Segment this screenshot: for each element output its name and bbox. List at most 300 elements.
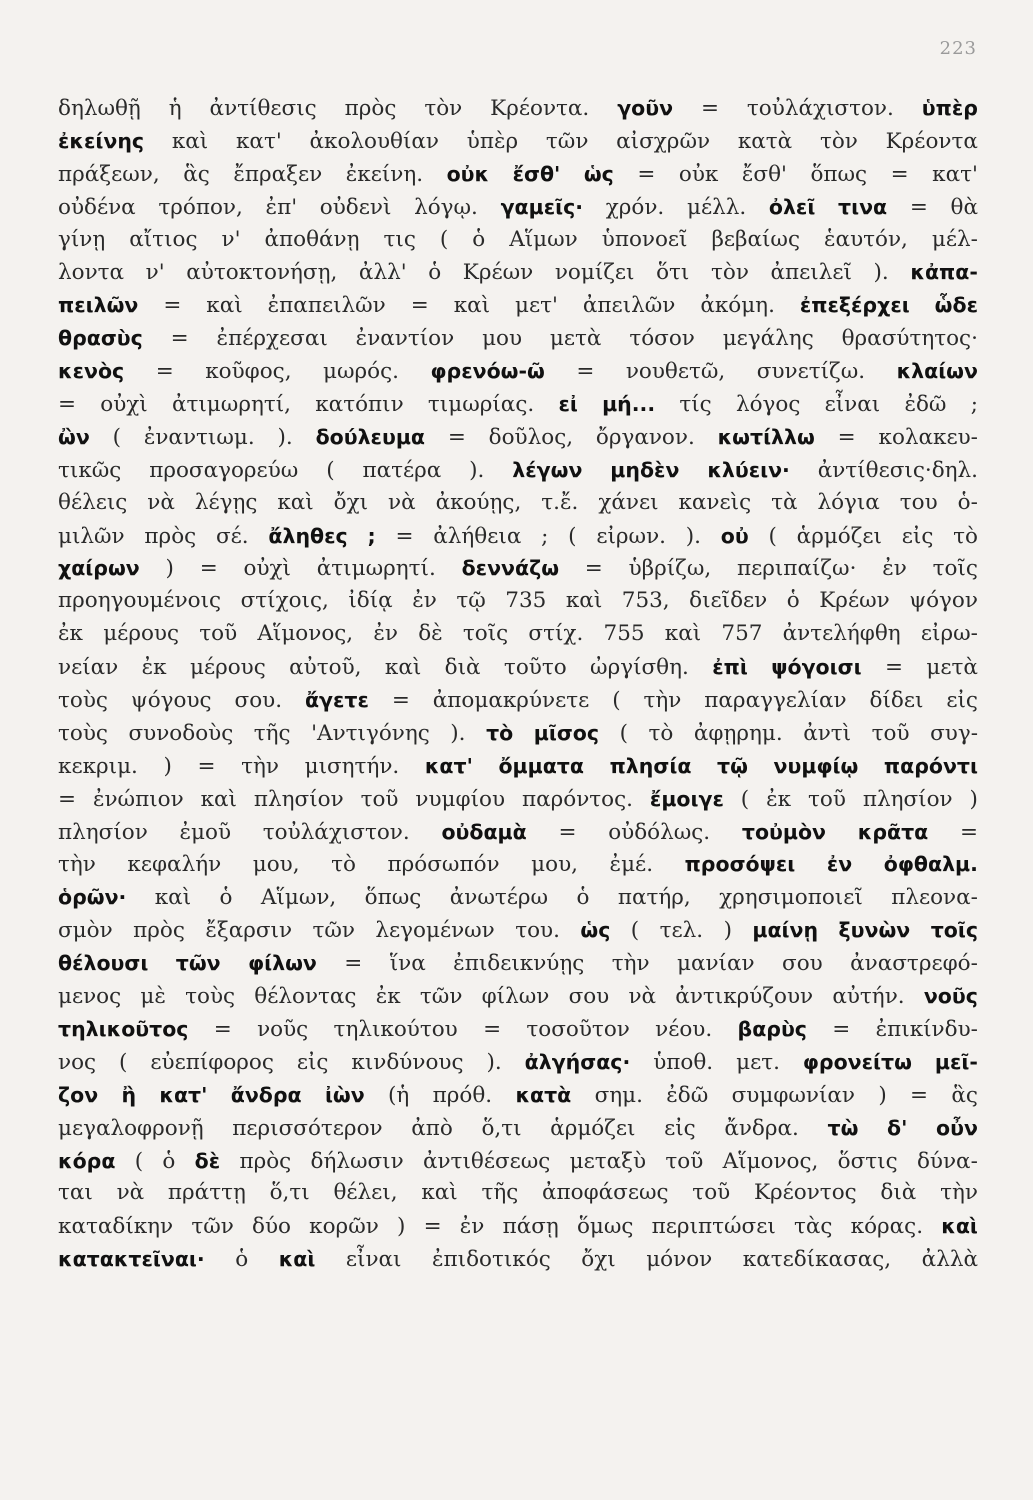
gloss-word: ἐμέ.: [609, 852, 654, 878]
gloss-word: λόγια: [817, 489, 880, 515]
gloss-word: γίνῃ: [58, 226, 106, 252]
gloss-word: τῶν: [312, 918, 355, 944]
headword: μεῖ-: [934, 1049, 978, 1074]
headword: γοῦν: [617, 96, 674, 120]
gloss-word: τὴν: [241, 753, 279, 779]
gloss-word: τόσον: [629, 326, 695, 352]
gloss-word: οὐδενὶ: [319, 194, 392, 220]
text-line: [58, 454, 978, 487]
gloss-word: θέλεις: [58, 489, 128, 515]
gloss-word: τῶν: [419, 984, 463, 1010]
headword: οὐδαμὰ: [441, 819, 527, 844]
gloss-word: ἀκούῃς,: [435, 489, 522, 515]
gloss-word: κοῦφος,: [205, 359, 292, 385]
headword: μηδὲν: [610, 457, 680, 482]
gloss-word: (: [630, 918, 640, 944]
gloss-word: δίδει: [869, 688, 924, 714]
gloss-word: τοῦ: [665, 1148, 704, 1174]
gloss-word: δήλωσιν: [310, 1148, 404, 1174]
gloss-word: τοῦ: [199, 621, 238, 647]
gloss-word: συνοδοὺς: [128, 720, 234, 746]
gloss-word: καὶ: [171, 128, 209, 154]
gloss-word: ).: [450, 720, 466, 746]
gloss-word: τ.ἔ.: [541, 489, 579, 515]
headword: κλαίων: [896, 359, 978, 384]
gloss-word: εἰρων.: [596, 523, 666, 549]
gloss-word: λόγῳ.: [414, 194, 478, 220]
headword: ξυνὼν: [838, 918, 911, 943]
gloss-word: ἀντελήφθη: [782, 621, 901, 647]
gloss-word: βεβαίως: [711, 226, 801, 252]
gloss-word: ἐπιδοτικός: [432, 1247, 551, 1273]
gloss-word: Κρέοντα: [885, 128, 978, 154]
gloss-word: πρόθ.: [432, 1082, 493, 1108]
text-line: [58, 1013, 978, 1046]
gloss-word: ὅτι: [656, 260, 690, 286]
gloss-word: ἀπομακρύνετε: [432, 688, 590, 714]
gloss-word: τοὐλάχιστον.: [746, 96, 894, 121]
gloss-word: τοῖς: [932, 556, 978, 582]
gloss-word: διεῖδεν: [689, 588, 768, 614]
gloss-word: =: [558, 819, 577, 845]
gloss-word: πρὸς: [239, 1148, 292, 1174]
gloss-word: ἐπαπειλῶν: [267, 293, 386, 319]
headword: ὡς: [580, 918, 611, 943]
gloss-word: ἡ: [168, 96, 182, 121]
headword: δεννάζω: [461, 556, 560, 581]
text-line: [58, 256, 978, 289]
gloss-word: πλεονα-: [891, 885, 978, 911]
headword: τοὐμὸν: [741, 819, 827, 844]
gloss-word: νείαν: [58, 655, 119, 681]
gloss-word: μετ.: [736, 1049, 780, 1075]
gloss-word: ;: [970, 392, 978, 418]
gloss-word: τὸν: [424, 96, 463, 121]
gloss-word: ἐπιδεικνύῃς: [453, 951, 585, 977]
gloss-word: τίς: [679, 392, 712, 418]
gloss-word: ἁρμόζει: [796, 523, 882, 549]
gloss-word: Αἵμων: [509, 226, 578, 252]
headword: τῶν: [175, 951, 221, 976]
gloss-word: παρόντος.: [521, 786, 633, 812]
gloss-word: μανίαν: [677, 951, 755, 977]
gloss-word: ).: [873, 260, 889, 286]
gloss-word: τὴν: [58, 852, 96, 878]
gloss-word: κινδύνους: [351, 1049, 464, 1075]
gloss-word: (: [112, 424, 121, 450]
gloss-word: τοῦ: [360, 786, 399, 812]
gloss-word: τοῖς: [462, 621, 509, 647]
gloss-word: ὁ: [219, 885, 233, 911]
gloss-word: μετὰ: [926, 655, 978, 681]
headword: οὖν: [936, 1115, 978, 1140]
gloss-word: ἀποθάνῃ: [264, 226, 360, 252]
gloss-word: =: [170, 326, 189, 352]
text-line: [58, 487, 978, 520]
text-line: [58, 552, 978, 585]
headword: ἢ: [121, 1082, 137, 1107]
gloss-word: τοῦ: [692, 1180, 731, 1206]
gloss-word: =: [58, 392, 77, 418]
gloss-word: αἴτιος: [129, 226, 198, 252]
gloss-word: ὄχι: [581, 1247, 616, 1273]
headword: παρόντι: [883, 753, 978, 778]
gloss-word: τικῶς: [58, 457, 122, 483]
gloss-word: τηλικούτου: [333, 1016, 458, 1042]
gloss-word: περισσότερον: [232, 1115, 383, 1141]
gloss-word: τελ.: [659, 918, 704, 944]
gloss-word: χάνει: [598, 489, 659, 515]
gloss-word: οὐχὶ: [100, 392, 148, 418]
gloss-word: τιμωρίας.: [427, 392, 535, 418]
gloss-word: λοντα: [58, 260, 125, 286]
gloss-word: μιλῶν: [58, 523, 125, 549]
gloss-word: ).: [469, 457, 485, 483]
gloss-word: τοὐλάχιστον.: [262, 819, 410, 845]
page-number: 223: [939, 38, 977, 59]
gloss-word: =: [395, 523, 414, 549]
gloss-word: θέλοντας: [254, 984, 357, 1010]
headword: ὑπὲρ: [921, 96, 978, 120]
text-line: [58, 750, 978, 783]
gloss-word: τῆς: [253, 720, 291, 746]
gloss-word: ἀποφάσεως: [542, 1180, 669, 1206]
gloss-word: κατόπιν: [315, 392, 404, 418]
gloss-word: διὰ: [444, 655, 481, 681]
gloss-word: νυμφίου: [415, 786, 506, 812]
gloss-word: Αἵμονος,: [257, 621, 354, 647]
gloss-word: αὐτοῦ,: [289, 655, 362, 681]
gloss-word: σου.: [234, 688, 283, 714]
gloss-word: οὐδόλως.: [608, 819, 711, 845]
gloss-word: θρασύτητος·: [841, 326, 978, 352]
headword: δὲ: [194, 1148, 221, 1173]
text-line: [58, 848, 978, 881]
gloss-word: =: [584, 556, 603, 582]
gloss-word: =: [410, 293, 429, 319]
text-line: [58, 1079, 978, 1112]
gloss-word: διὰ: [880, 1180, 917, 1206]
gloss-word: τὰ: [771, 489, 798, 515]
gloss-word: κόρας.: [850, 1214, 924, 1240]
gloss-word: =: [884, 655, 903, 681]
gloss-word: ἀλήθεια: [433, 523, 522, 549]
gloss-word: εἰς: [901, 523, 934, 549]
gloss-word: μὲ: [140, 984, 166, 1010]
gloss-word: ὁ: [428, 260, 442, 286]
gloss-word: ἀτιμωρητί,: [171, 392, 291, 418]
gloss-word: ὑπονοεῖ: [601, 226, 688, 252]
gloss-word: του: [899, 489, 938, 515]
gloss-word: (: [439, 226, 449, 252]
headword: λέγων: [512, 457, 583, 482]
gloss-word: τὸν: [819, 128, 858, 154]
gloss-word: τις: [383, 226, 416, 252]
text-line: [58, 684, 978, 717]
text-line: [58, 980, 978, 1013]
gloss-word: μέρους: [189, 655, 266, 681]
headword: ὁρῶν·: [58, 885, 127, 910]
headword: κλύειν·: [707, 457, 790, 482]
gloss-word: =: [832, 1016, 851, 1042]
gloss-word: δύνα-: [916, 1148, 978, 1174]
gloss-word: νομίζει: [554, 260, 635, 286]
gloss-word: καὶ: [421, 1180, 458, 1206]
gloss-word: μεγαλοφρονῇ: [58, 1115, 204, 1141]
gloss-word: ἵνα: [389, 951, 426, 977]
text-line: [58, 1243, 978, 1276]
gloss-word: πατήρ,: [617, 885, 691, 911]
gloss-word: (: [768, 523, 777, 549]
gloss-word: λόγος: [735, 392, 801, 418]
gloss-word: ὑβρίζω,: [628, 556, 712, 582]
gloss-word: 753,: [621, 588, 670, 614]
gloss-word: ἔσθ': [741, 161, 787, 187]
gloss-word: =: [483, 1016, 502, 1042]
text-line: [58, 717, 978, 750]
gloss-word: Κρέοντα.: [490, 96, 590, 121]
gloss-word: του.: [515, 918, 560, 944]
gloss-word: λεγομένων: [375, 918, 495, 944]
gloss-word: πλησίον: [58, 819, 148, 845]
headword: δ': [887, 1115, 908, 1140]
gloss-word: συμφωνίαν: [731, 1082, 855, 1108]
gloss-word: ἐπ': [265, 194, 298, 220]
gloss-word: Αἵμων,: [260, 885, 337, 911]
headword: κατ': [159, 1082, 208, 1107]
text-line: [58, 1177, 978, 1210]
gloss-word: Κρέοντος: [753, 1180, 857, 1206]
gloss-word: ὑπὲρ: [466, 128, 519, 154]
gloss-word: ἐμοῦ: [179, 819, 232, 845]
headword: ὡς: [583, 161, 614, 186]
gloss-word: νὰ: [147, 489, 175, 515]
gloss-word: τοῦ: [871, 720, 910, 746]
gloss-word: εὐεπίφορος: [150, 1049, 274, 1075]
gloss-word: καὶ: [200, 786, 237, 812]
gloss-word: ἀτιμωρητί.: [316, 556, 436, 582]
headword: τὼ: [827, 1115, 859, 1140]
text-line: [58, 947, 978, 980]
gloss-word: νέου.: [655, 1016, 713, 1042]
gloss-word: τοῦ: [808, 786, 846, 812]
gloss-word: ψόγον: [909, 588, 978, 614]
gloss-word: δοῦλος,: [488, 424, 574, 450]
gloss-word: πρὸς: [133, 918, 185, 944]
gloss-word: χρόν.: [605, 194, 665, 220]
gloss-word: (: [326, 457, 335, 483]
gloss-word: ἀντιθέσεως: [422, 1148, 551, 1174]
gloss-word: ἐν: [412, 588, 437, 614]
headword: ὀφθαλμ.: [883, 852, 978, 877]
headword: κόρα: [58, 1148, 116, 1173]
gloss-word: =: [163, 293, 182, 319]
gloss-word: ἐν: [373, 621, 398, 647]
gloss-word: οὐκ: [678, 161, 719, 187]
gloss-word: αὐτήν.: [832, 984, 905, 1010]
gloss-word: καταδίκην: [58, 1214, 174, 1240]
gloss-word: πρὸς: [344, 96, 397, 121]
gloss-word: ἐκ: [375, 984, 401, 1010]
gloss-word: σέ.: [215, 523, 249, 549]
gloss-word: ὅ,τι: [269, 1180, 310, 1206]
headword: τινα: [838, 194, 888, 219]
gloss-word: δὲ: [418, 621, 443, 647]
headword: δούλευμα: [315, 424, 425, 449]
headword: ἄγετε: [304, 688, 369, 713]
gloss-word: ).: [277, 424, 293, 450]
gloss-word: αἰσχρῶν: [616, 128, 711, 154]
gloss-word: νὰ: [628, 984, 657, 1010]
text-line: [58, 388, 978, 421]
gloss-word: ἐν: [459, 1214, 485, 1240]
gloss-word: ): [163, 753, 172, 779]
gloss-word: πρὸς: [144, 523, 197, 549]
gloss-word: τρόπον,: [158, 194, 243, 220]
gloss-word: καὶ: [384, 655, 422, 681]
gloss-word: (: [134, 1148, 144, 1174]
gloss-word: =: [447, 424, 466, 450]
gloss-word: =: [213, 1016, 232, 1042]
headword: ἐκείνης: [58, 128, 145, 153]
gloss-word: μωρός.: [323, 359, 399, 385]
gloss-word: ): [969, 786, 978, 812]
headword: φίλων: [248, 951, 317, 976]
gloss-word: (: [612, 688, 621, 714]
gloss-word: νὰ: [116, 1180, 145, 1206]
gloss-word: προηγουμένοις: [58, 588, 222, 614]
headword: ἄνδρα: [230, 1082, 302, 1107]
gloss-word: ὁ: [235, 1247, 249, 1273]
gloss-word: καὶ: [154, 885, 192, 911]
gloss-word: εἶναι: [345, 1247, 402, 1273]
gloss-word: ὁ: [472, 226, 486, 252]
text-line: [58, 322, 978, 355]
gloss-word: ἀφῃρημ.: [693, 720, 783, 746]
gloss-word: =: [391, 688, 410, 714]
gloss-word: τὸ: [331, 852, 356, 878]
gloss-word: ἐδῶ: [666, 1082, 709, 1108]
gloss-word: ται: [58, 1180, 93, 1206]
gloss-word: καὶ: [664, 621, 702, 647]
gloss-word: ἄνδρα.: [724, 1115, 799, 1141]
gloss-word: πατέρα: [362, 457, 442, 483]
gloss-word: ἀλλ': [358, 260, 407, 286]
text-line: [58, 816, 978, 849]
text-line: [58, 914, 978, 947]
gloss-word: ἀπὸ: [411, 1115, 453, 1141]
gloss-word: κατ': [235, 128, 282, 154]
gloss-word: (: [119, 1049, 128, 1075]
text-line: [58, 421, 978, 454]
headword: καὶ: [278, 1247, 316, 1272]
gloss-word: ἀναστρεφό-: [850, 951, 978, 977]
headword: θρασὺς: [58, 326, 143, 351]
headword: κατὰ: [515, 1082, 572, 1107]
gloss-word: προσαγορεύω: [149, 457, 299, 483]
gloss-word: =: [959, 819, 978, 845]
text-line: [58, 881, 978, 914]
headword: ὢν: [58, 424, 90, 449]
gloss-word: καὶ: [277, 489, 314, 515]
gloss-word: ἃς: [183, 161, 210, 187]
headword: καὶ: [941, 1214, 978, 1239]
gloss-word: ὅστις: [837, 1148, 898, 1174]
gloss-word: ἃς: [951, 1082, 978, 1108]
gloss-word: κεκριμ.: [58, 753, 138, 779]
gloss-word: θὰ: [950, 194, 978, 220]
gloss-word: σημ.: [594, 1082, 643, 1108]
gloss-word: ὄργανον.: [595, 424, 695, 450]
headword: φρενόω-ῶ: [430, 359, 545, 384]
gloss-word: τῆς: [481, 1180, 519, 1206]
gloss-word: τοὺς: [185, 984, 236, 1010]
gloss-word: δηλωθῇ: [58, 96, 141, 121]
headword: ἔμοιγε: [649, 786, 724, 811]
gloss-word: ἁρμόζει: [550, 1115, 636, 1141]
gloss-word: 735: [505, 588, 547, 614]
text-line: [58, 783, 978, 816]
gloss-word: ἀπειλεῖ: [770, 260, 852, 286]
gloss-word: νὰ: [388, 489, 416, 515]
commentary-text: [58, 92, 978, 1276]
text-line: [58, 585, 978, 618]
gloss-word: ἀπειλῶν: [582, 293, 676, 319]
gloss-word: (: [740, 786, 750, 812]
gloss-word: λέγῃς: [194, 489, 258, 515]
headword: μῖσος: [533, 720, 600, 745]
text-line: [58, 1112, 978, 1145]
gloss-word: Κρέων: [819, 588, 890, 614]
gloss-word: εἰς: [296, 1049, 329, 1075]
gloss-word: =: [909, 194, 928, 220]
gloss-word: πλησίον: [862, 786, 953, 812]
gloss-word: φίλων: [481, 984, 550, 1010]
gloss-word: ὠργίσθη.: [590, 655, 689, 681]
text-line: [58, 158, 978, 191]
gloss-word: ἐναντιωμ.: [143, 424, 255, 450]
headword: βαρὺς: [737, 1016, 807, 1041]
headword: πλησία: [609, 753, 692, 778]
text-line: [58, 355, 978, 388]
gloss-word: νοῦς: [257, 1016, 309, 1042]
gloss-word: ἐδῶ: [904, 392, 947, 418]
gloss-word: κεφαλήν: [127, 852, 222, 878]
gloss-word: μου,: [531, 852, 578, 878]
gloss-word: ).: [486, 1049, 502, 1075]
headword: χαίρων: [58, 556, 140, 581]
headword: ἐπεξέρχει: [799, 293, 910, 318]
gloss-word: κατεδίκασας,: [742, 1247, 892, 1273]
gloss-word: τὸ: [648, 720, 674, 746]
gloss-word: τοσοῦτον: [526, 1016, 630, 1042]
gloss-word: ἐναντίον: [355, 326, 455, 352]
gloss-word: τὴν: [940, 1180, 978, 1206]
headword: ;: [367, 523, 376, 548]
gloss-word: ἀντίθεσις: [209, 96, 317, 121]
gloss-word: μεταξὺ: [569, 1148, 647, 1174]
headword: ὄμματα: [498, 753, 584, 778]
gloss-word: ὁ-: [957, 489, 978, 515]
gloss-word: καὶ: [453, 293, 491, 319]
gloss-word: νος: [58, 1049, 97, 1075]
text-line: [58, 1145, 978, 1178]
gloss-word: οὐχὶ: [243, 556, 291, 582]
gloss-word: καὶ: [565, 588, 603, 614]
gloss-word: =: [637, 161, 656, 187]
text-line: [58, 289, 978, 322]
text-line: [58, 1046, 978, 1079]
